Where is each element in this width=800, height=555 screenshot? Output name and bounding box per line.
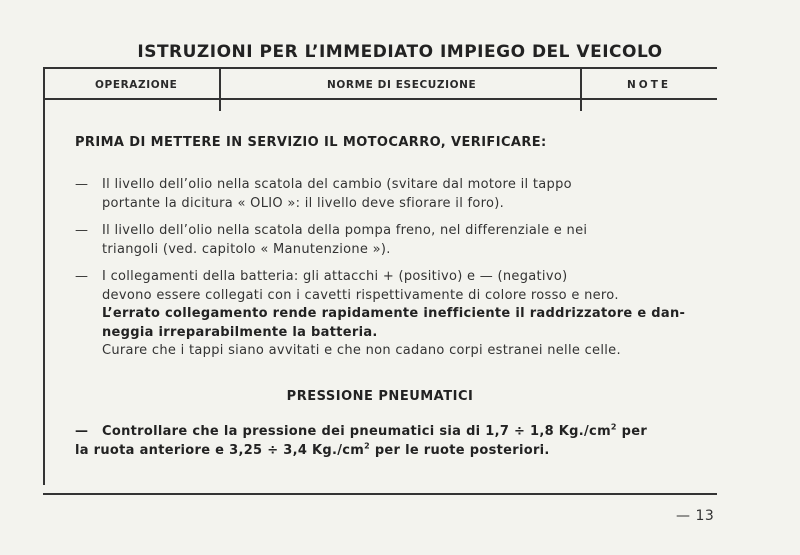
item-dash: — [75, 269, 89, 284]
header-operazione: OPERAZIONE [95, 79, 178, 91]
table-left-border [43, 67, 45, 485]
list-item [75, 176, 690, 213]
table-top-rule [43, 67, 717, 69]
tyre-pressure-heading: PRESSIONE PNEUMATICI [286, 389, 474, 404]
item-line: Curare che i tappi siano avvitati e che non cadano corpi estranei nelle celle. [102, 343, 621, 358]
table-divider-2 [580, 69, 582, 111]
item-dash: — [75, 223, 89, 238]
page-title: ISTRUZIONI PER L’IMMEDIATO IMPIEGO DEL VEICOLO [137, 42, 663, 62]
item-dash: — [75, 177, 89, 192]
warning-line: neggia irreparabilmente la batteria. [102, 324, 378, 340]
item-line: Il livello dell’olio nella scatola della pompa freno, nel differenziale e nei [102, 223, 588, 238]
tyre-line-1: Controllare che la pressione dei pneumatici sia di 1,7 ÷ 1,8 $Kg./cm^2$ per [102, 422, 648, 439]
item-line: triangoli (ved. capitolo « Manutenzione »). [102, 241, 391, 257]
tyre-pressure-item [75, 423, 690, 460]
tyre-line-2: la ruota anteriore e 3,25 ÷ 3,4 $Kg./cm^2$ per le ruote posteriori. [75, 441, 550, 458]
item-dash: — [75, 424, 89, 439]
header-note: NOTE [627, 79, 672, 91]
page-number: — 13 [676, 508, 715, 524]
item-line: Il livello dell’olio nella scatola del cambio (svitare dal motore il tappo [102, 177, 572, 192]
section-heading: PRIMA DI METTERE IN SERVIZIO IL MOTOCARRO, VERIFICARE: [75, 135, 547, 150]
item-line: portante la dicitura « OLIO »: il livello deve sfiorare il foro). [102, 195, 505, 211]
item-line: I collegamenti della batteria: gli attacchi + (positivo) e — (negativo) [102, 269, 568, 284]
list-item [75, 222, 690, 259]
table-header-rule [43, 98, 717, 100]
list-item [75, 268, 690, 361]
header-norme: NORME DI ESECUZIONE [327, 79, 477, 91]
warning-line: L’errato collegamento rende rapidamente inefficiente il raddrizzatore e dan- [102, 306, 686, 321]
table-divider-1 [219, 69, 221, 111]
table-bottom-rule [43, 493, 717, 495]
item-line: devono essere collegati con i cavetti rispettivamente di colore rosso e nero. [102, 287, 619, 303]
